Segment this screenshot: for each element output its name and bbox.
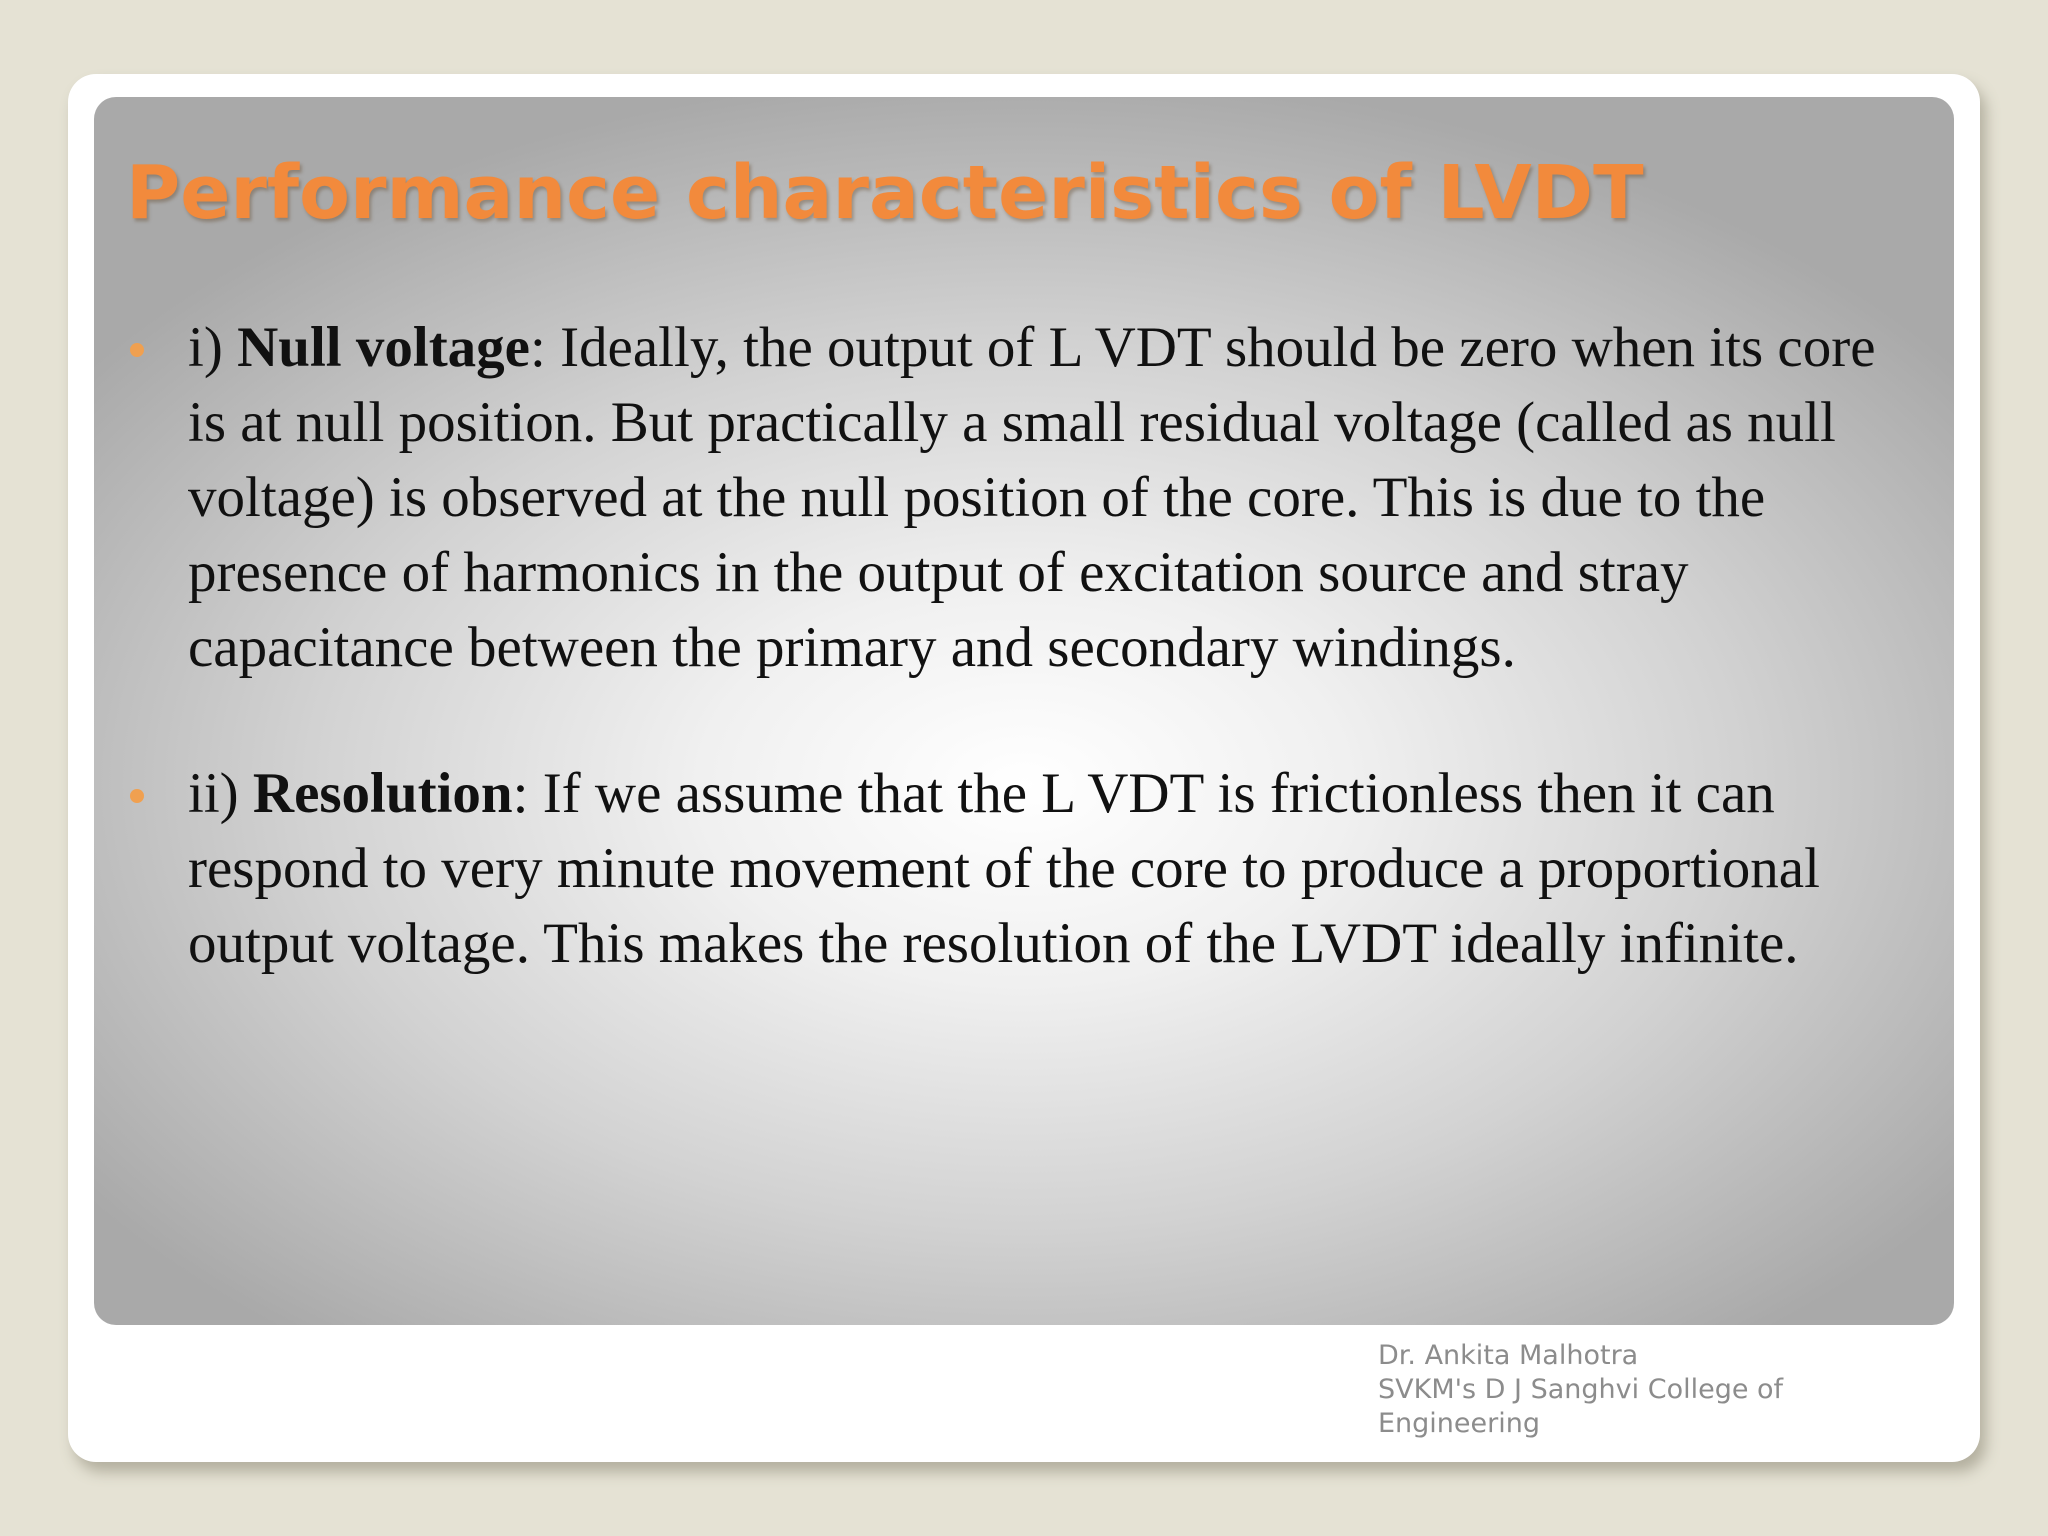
bullet-text: : Ideally, the output of L VDT should be zero when its core is at null position. But practically a small residual voltage (called as null voltage) is observed at the null position of the core. This is due to the presence of harmonics in the output of excitation source and stray capacitance between the primary and secondary windings. [188,316,1876,679]
bullet-item-resolution [126,756,1886,981]
bullet-term: Resolution [252,762,513,825]
bullet-dot-icon [130,343,144,357]
bullet-prefix: ii) [188,762,253,825]
bullet-term: Null voltage [237,316,530,379]
bullet-dot-icon [130,789,144,803]
footer-institution: SVKM's D J Sanghvi College of [1378,1374,1784,1405]
bullet-prefix: i) [188,316,238,379]
footer-credit [1378,1339,1783,1441]
footer-institution-cont: Engineering [1378,1408,1540,1439]
slide-title: Performance characteristics of LVDT [126,150,1644,236]
bullet-item-null-voltage [126,310,1886,685]
bullet-list [126,310,1886,981]
bullet-text: : If we assume that the L VDT is frictionless then it can respond to very minute movement of the core to produce a proportional output voltage. This makes the resolution of the LVDT ideally infinite. [188,762,1820,975]
footer-author: Dr. Ankita Malhotra [1378,1340,1639,1371]
